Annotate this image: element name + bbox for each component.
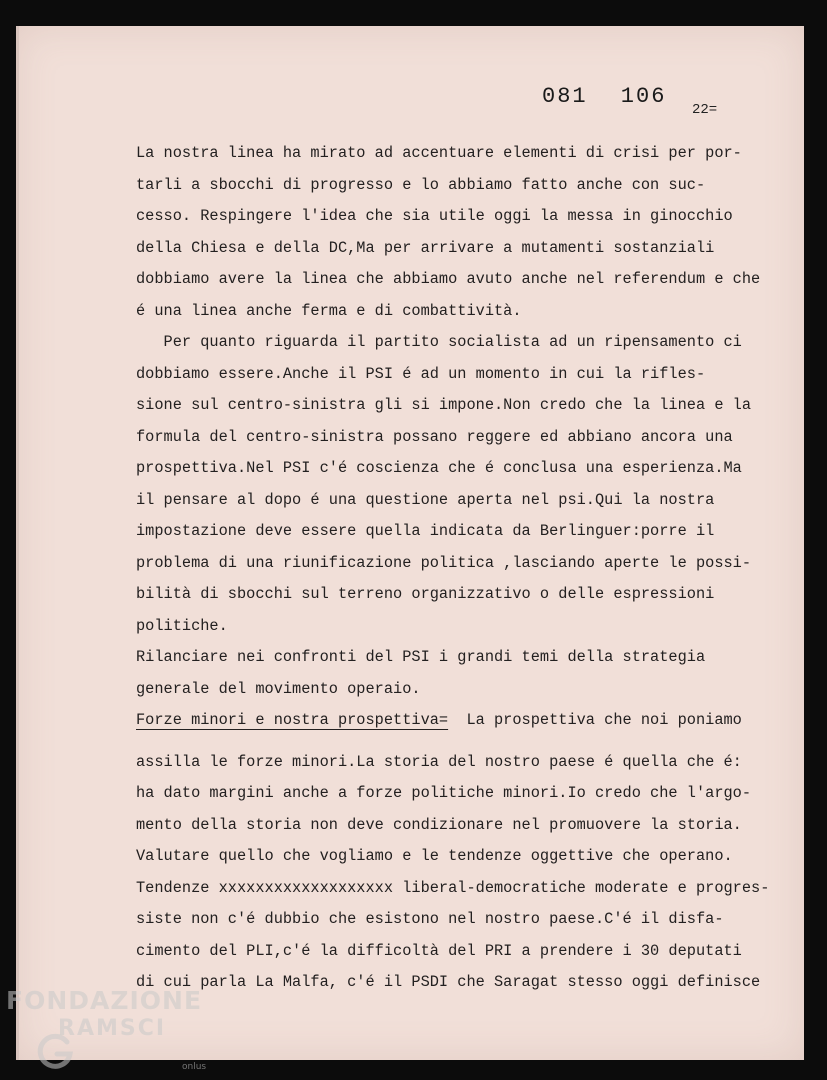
text-line: dobbiamo essere.Anche il PSI é ad un momento in cui la rifles- [136, 364, 706, 383]
watermark-onlus: onlus [182, 1062, 207, 1072]
text-line: formula del centro-sinistra possano reggere ed abbiano ancora una [136, 427, 733, 446]
text-line: assilla le forze minori.La storia del nostro paese é quella che é: [136, 752, 742, 771]
section-heading: Forze minori e nostra prospettiva= [136, 711, 449, 729]
text-line: mento della storia non deve condizionare nel promuovere la storia. [136, 815, 742, 834]
text-line: Tendenze xxxxxxxxxxxxxxxxxxx liberal-democratiche moderate e progres- [136, 878, 770, 897]
text-line: cimento del PLI,c'é la difficoltà del PRI a prendere i 30 deputati [136, 941, 742, 960]
section-heading-continuation: La prospettiva che noi poniamo [448, 711, 742, 729]
text-line: é una linea anche ferma e di combattività. [136, 301, 522, 320]
typed-text [136, 138, 796, 999]
watermark-line2: RAMSCI [58, 1016, 167, 1041]
text-line: cesso. Respingere l'idea che sia utile oggi la messa in ginocchio [136, 207, 733, 225]
watermark-line1: FONDAZIONE [6, 986, 203, 1015]
page-edge [16, 26, 19, 1060]
text-line: Rilanciare nei confronti del PSI i grandi temi della strategia [136, 648, 706, 666]
gramsci-g-logo-icon [36, 1032, 76, 1072]
text-line: generale del movimento operaio. [136, 679, 421, 698]
text-line: problema di una riunificazione politica ,lasciando aperte le possi- [136, 553, 752, 572]
text-line: impostazione deve essere quella indicata da Berlinguer:porre il [136, 522, 715, 540]
fondazione-gramsci-watermark [6, 986, 207, 1072]
text-line: politiche. [136, 616, 228, 635]
text-line: ha dato margini anche a forze politiche minori.Io credo che l'argo- [136, 784, 752, 802]
section-heading-line [136, 705, 796, 737]
text-line: tarli a sbocchi di progresso e lo abbiamo fatto anche con suc- [136, 175, 706, 194]
watermark-line2-row [6, 1016, 207, 1072]
text-line: dobbiamo avere la linea che abbiamo avuto anche nel referendum e che [136, 270, 761, 288]
text-line: La nostra linea ha mirato ad accentuare elementi di crisi per por- [136, 144, 742, 162]
text-line: il pensare al dopo é una questione aperta nel psi.Qui la nostra [136, 490, 715, 509]
page-number: 22= [692, 102, 718, 118]
text-line: di cui parla La Malfa, c'é il PSDI che Saragat stesso oggi definisce [136, 973, 761, 991]
text-line: Valutare quello che vogliamo e le tendenze oggettive che operano. [136, 847, 733, 865]
document-page [16, 26, 804, 1060]
line-gap [136, 737, 796, 747]
text-line: sione sul centro-sinistra gli si impone.Non credo che la linea e la [136, 396, 752, 414]
text-line: bilità di sbocchi sul terreno organizzativo o delle espressioni [136, 585, 715, 603]
text-line: siste non c'é dubbio che esistono nel nostro paese.C'é il disfa- [136, 910, 724, 928]
archive-number: 081 106 [542, 84, 667, 109]
text-line: prospettiva.Nel PSI c'é coscienza che é conclusa una esperienza.Ma [136, 459, 742, 477]
text-line: Per quanto riguarda il partito socialista ad un ripensamento ci [136, 333, 742, 351]
text-line: della Chiesa e della DC,Ma per arrivare a mutamenti sostanziali [136, 238, 715, 257]
